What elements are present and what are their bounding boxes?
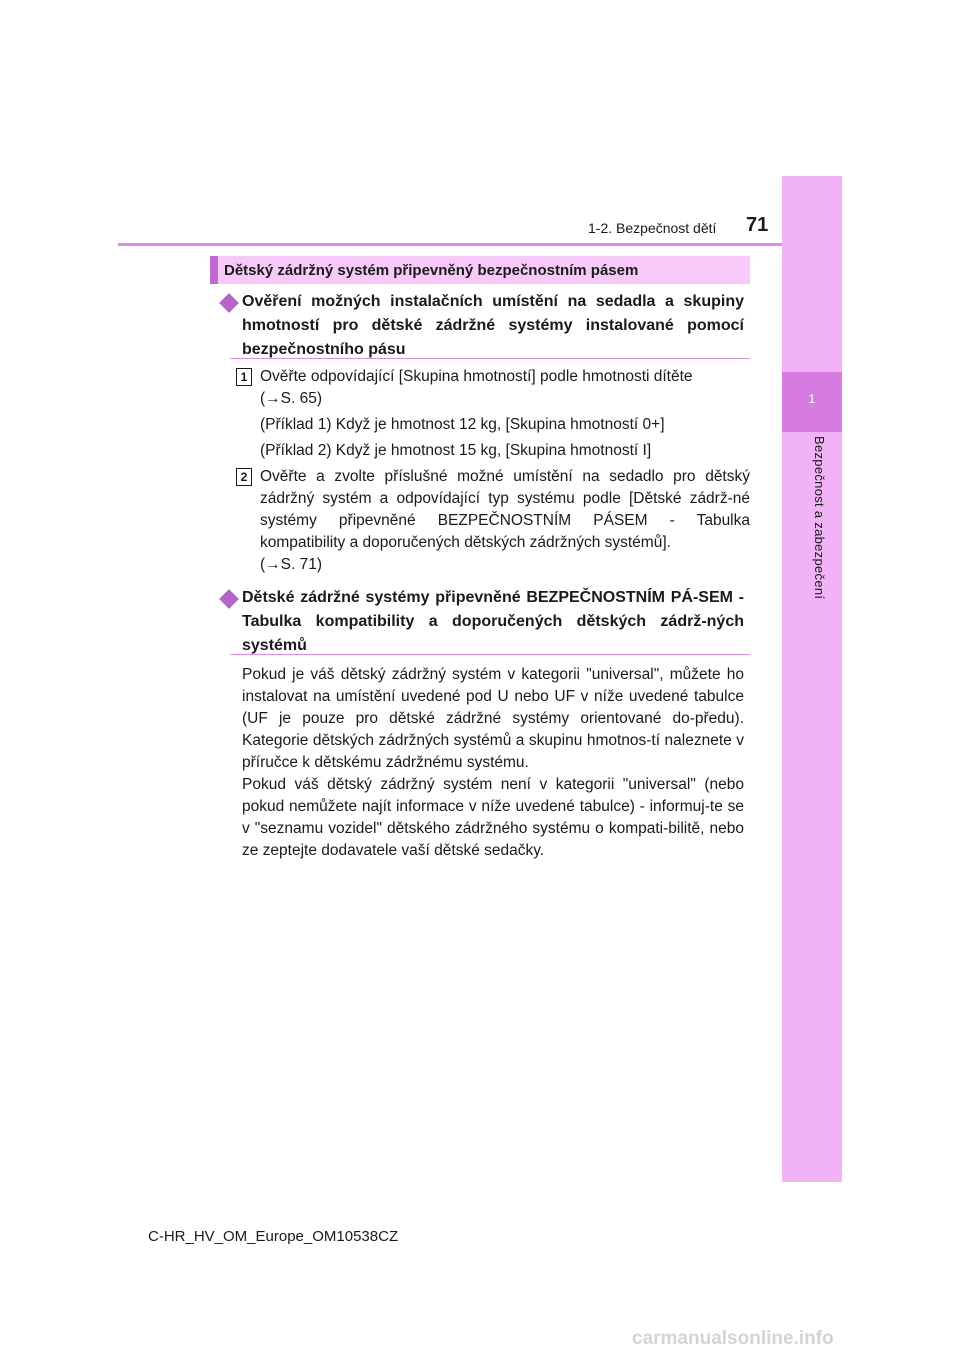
subsection-rule [230, 358, 750, 359]
step-1-text [260, 366, 750, 410]
step-2-text [260, 466, 750, 576]
section-title-accent [210, 256, 218, 284]
header-rule [118, 243, 782, 246]
example-1: (Příklad 1) Když je hmotnost 12 kg, [Skupina hmotností 0+] [260, 416, 665, 433]
side-tab-chapter-number: 1 [808, 392, 816, 406]
step-2-line: Ověřte a zvolte příslušné možné umístění na sedadlo pro dětský zádržný systém a odpovídající typ systému podle [Dětské zádrž-né systémy připevněné BEZPEČNOSTNÍM PÁSEM - Tabulka kompatibility a doporučených dětských zádržných systémů]. [260, 468, 750, 551]
watermark: carmanualsonline.info [632, 1328, 834, 1349]
diamond-bullet-icon [219, 293, 239, 313]
paragraph: Pokud váš dětský zádržný systém není v kategorii "universal" (nebo pokud nemůžete najít informace v níže uvedené tabulce) - informuj-te se v "seznamu vozidel" dětského zádržného systému o kompati-bilitě, nebo ze zeptejte dodavatele vaší dětské sedačky. [242, 776, 744, 859]
example-2: (Příklad 2) Když je hmotnost 15 kg, [Skupina hmotností I] [260, 442, 652, 459]
document-code: C-HR_HV_OM_Europe_OM10538CZ [148, 1228, 399, 1245]
subsection-heading: Ověření možných instalačních umístění na sedadla a skupiny hmotností pro dětské zádržné systémy instalované pomocí bezpečnostního pásu [242, 293, 744, 358]
step-1-line: Ověřte odpovídající [Skupina hmotností] podle hmotnosti dítěte [260, 368, 693, 385]
section-title: Dětský zádržný systém připevněný bezpečnostním pásem [224, 262, 639, 279]
side-tab-chapter-label: Bezpečnost a zabezpečení [812, 436, 827, 600]
step-number-box: 2 [236, 468, 252, 486]
step-number-box: 1 [236, 368, 252, 386]
step-2-ref: (→S. 71) [260, 556, 323, 573]
page-number: 71 [746, 214, 769, 236]
side-tab-strip [782, 176, 842, 1182]
diamond-bullet-icon [219, 589, 239, 609]
header-section-ref: 1-2. Bezpečnost dětí [588, 220, 717, 236]
subsection-heading: Dětské zádržné systémy připevněné BEZPEČNOSTNÍM PÁ-SEM - Tabulka kompatibility a doporučených dětských zádrž-ných systémů [242, 589, 744, 654]
paragraph: Pokud je váš dětský zádržný systém v kategorii "universal", můžete ho instalovat na umístění uvedené pod U nebo UF v níže uvedené tabulce (UF je pouze pro dětské zádržné systémy orientované do-předu). Kategorie dětských zádržných systémů a skupinu hmotnos-tí naleznete v příručce k dětskému zádržnému systému. [242, 666, 744, 771]
step-1-ref: (→S. 65) [260, 390, 323, 407]
subsection-rule [230, 654, 750, 655]
